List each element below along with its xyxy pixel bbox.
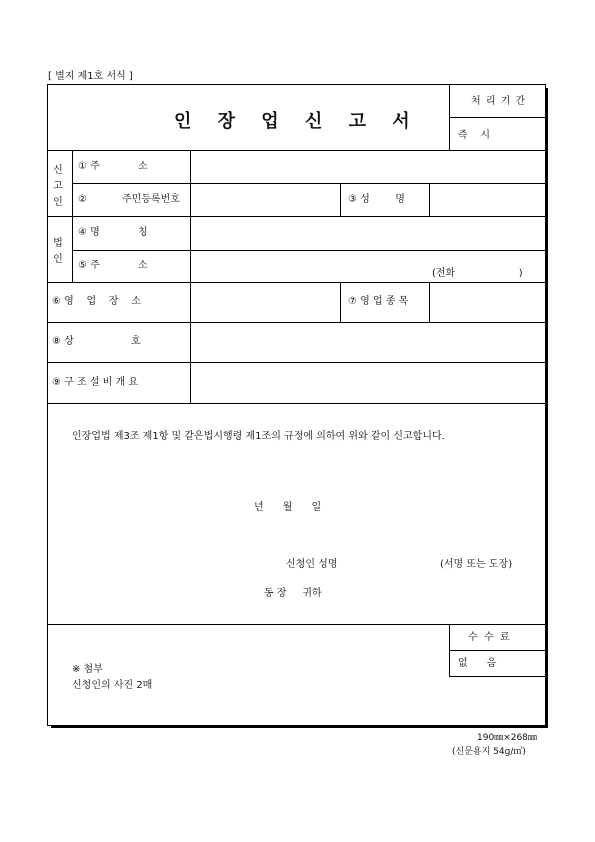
attachment-title: ※ 첨부 [72, 664, 103, 675]
applicant-group-label: 신고인 [53, 165, 63, 208]
applicant-address-label: ① 주 소 [78, 161, 148, 172]
divider-title [47, 150, 546, 151]
vline-type-right [429, 282, 430, 322]
divider-corp-inner [72, 250, 546, 251]
vline-processing [449, 84, 450, 150]
vline-label-col [190, 150, 191, 403]
paper-type-label: (신문용지 54g/㎡) [452, 747, 526, 757]
signature-note: (서명 또는 도장) [440, 559, 513, 570]
processing-period-label: 처 리 기 간 [471, 96, 527, 107]
form-title: 인 장 업 신 고 서 [174, 111, 420, 132]
form-shadow-bottom [51, 726, 548, 728]
vline-name-left [340, 183, 341, 216]
date-line: 년 월 일 [254, 502, 322, 513]
form-number-label: [ 별지 제1호 서식 ] [48, 71, 133, 82]
corporation-address-label: ⑤ 주 소 [78, 260, 148, 271]
fee-label: 수 수 료 [468, 632, 510, 643]
facility-overview-label: ⑨ 구 조 설 비 개 요 [52, 377, 138, 388]
applicant-id-label: 주민등록번호 [122, 194, 180, 205]
business-type-label: ⑦ 영 업 종 목 [348, 296, 409, 307]
fee-value: 없 음 [458, 658, 497, 669]
vline-group [72, 150, 73, 282]
divider-corp [47, 216, 546, 217]
applicant-name-label: ③ 성 명 [348, 194, 405, 205]
vline-name-right [429, 183, 430, 216]
divider-processing [449, 117, 546, 118]
recipient-label: 동 장 귀하 [264, 588, 322, 599]
divider-fee [449, 650, 546, 651]
divider-statement [47, 403, 546, 404]
divider-bottom [47, 624, 546, 625]
form-shadow-right [546, 88, 548, 728]
applicant-signature-label: 신청인 성명 [286, 559, 338, 570]
divider-fee-bottom [449, 676, 546, 677]
business-place-label: ⑥ 영 업 장 소 [52, 296, 141, 307]
paper-size-label: 190㎜×268㎜ [477, 733, 537, 743]
vline-fee [449, 624, 450, 676]
applicant-id-number: ② [78, 194, 87, 205]
report-form [47, 84, 546, 726]
corporation-name-label: ④ 명 칭 [78, 227, 148, 238]
divider-applicant [72, 183, 546, 184]
processing-period-value: 즉 시 [458, 130, 491, 141]
trade-name-label: ⑧ 상 호 [52, 336, 141, 347]
divider-trade [47, 322, 546, 323]
vline-type-left [340, 282, 341, 322]
corporation-phone-label: (전화 ) [432, 268, 523, 279]
divider-place [47, 282, 546, 283]
corporation-group-label: 법인 [53, 238, 63, 265]
divider-facility [47, 362, 546, 363]
declaration-statement: 인장업법 제3조 제1항 및 같은법시행령 제1조의 규정에 의하여 위와 같이 신고합니다. [72, 431, 445, 442]
attachment-item: 신청인의 사진 2매 [72, 680, 153, 691]
